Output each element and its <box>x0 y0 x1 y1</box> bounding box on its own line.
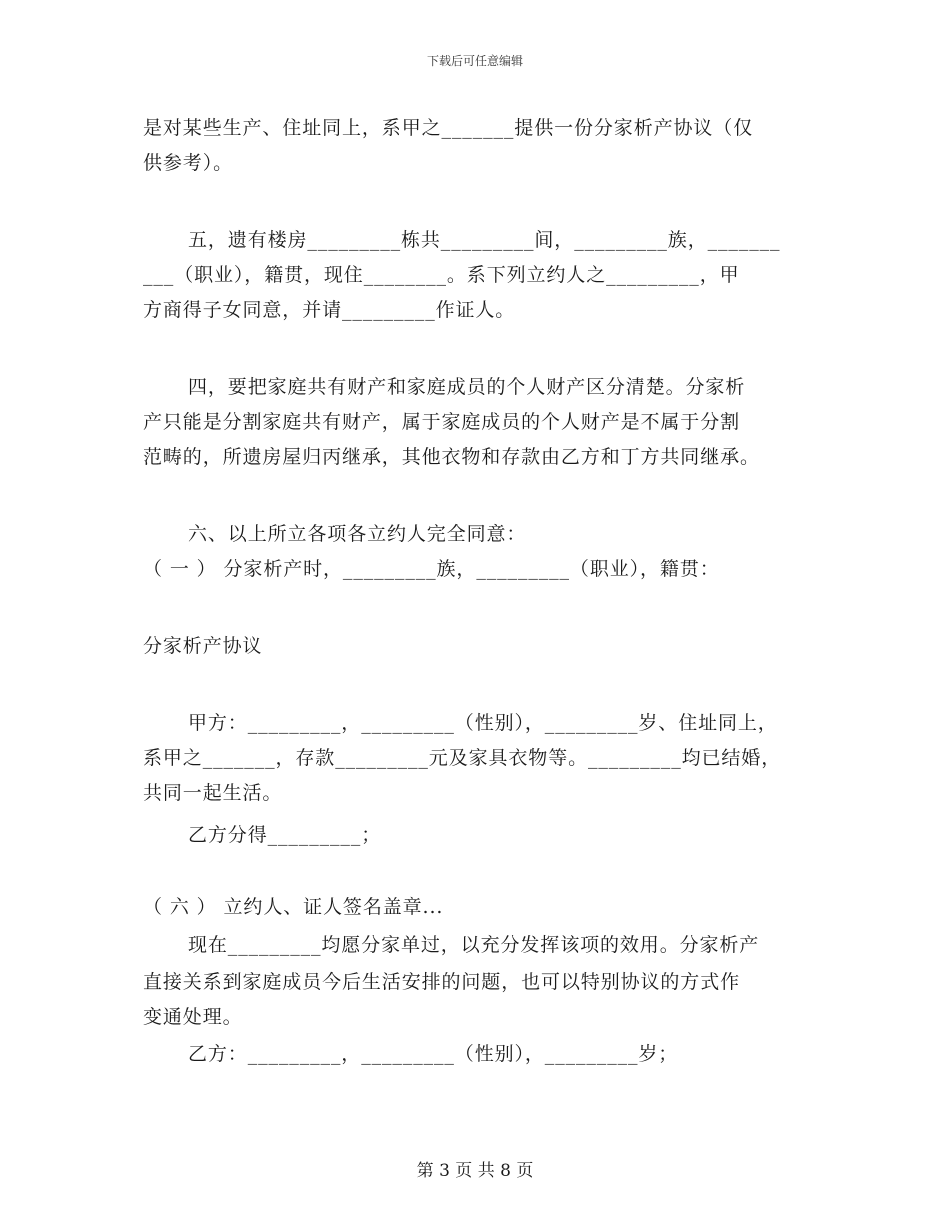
text-line: （ 一 ） 分家析产时，_________族，_________（职业），籍贯： <box>143 558 720 580</box>
text-line: 五，遗有楼房_________栋共_________间，_________族，_______ <box>188 229 781 251</box>
page-header-note: 下载后可任意编辑 <box>426 54 523 68</box>
text-line: 方商得子女同意，并请_________作证人。 <box>143 299 516 321</box>
text-line: 共同一起生活。 <box>143 782 283 804</box>
text-line: 范畴的，所遗房屋归丙继承，其他衣物和存款由乙方和丁方共同继承。 <box>143 446 760 468</box>
text-line: 变通处理。 <box>143 1006 243 1028</box>
text-line: （ 六 ） 立约人、证人签名盖章... <box>143 896 444 918</box>
page-number: 第 3 页 共 8 页 <box>416 1161 534 1181</box>
text-line: 乙方：_________，_________（性别），_________岁； <box>188 1043 679 1065</box>
text-line: 甲方：_________，_________（性别），_________岁、住址同上， <box>188 712 778 734</box>
text-line: ___（职业），籍贯，现住________。系下列立约人之_________，甲 <box>143 264 740 286</box>
text-line: 系甲之_______，存款_________元及家具衣物等。_________均已结婚， <box>143 747 782 769</box>
text-line: 四，要把家庭共有财产和家庭成员的个人财产区分清楚。分家析 <box>188 376 746 398</box>
text-line: 乙方分得_________； <box>188 824 382 846</box>
section-title: 分家析产协议 <box>143 635 263 657</box>
text-line: 供参考）。 <box>143 152 234 174</box>
text-line: 直接关系到家庭成员今后生活安排的问题，也可以特别协议的方式作 <box>143 971 741 993</box>
text-line: 是对某些生产、住址同上，系甲之_______提供一份分家析产协议（仅 <box>143 117 754 139</box>
text-line: 产只能是分割家庭共有财产，属于家庭成员的个人财产是不属于分割 <box>143 411 741 433</box>
text-line: 六、以上所立各项各立约人完全同意： <box>188 523 527 545</box>
text-line: 现在_________均愿分家单过，以充分发挥该项的效用。分家析产 <box>188 934 760 956</box>
